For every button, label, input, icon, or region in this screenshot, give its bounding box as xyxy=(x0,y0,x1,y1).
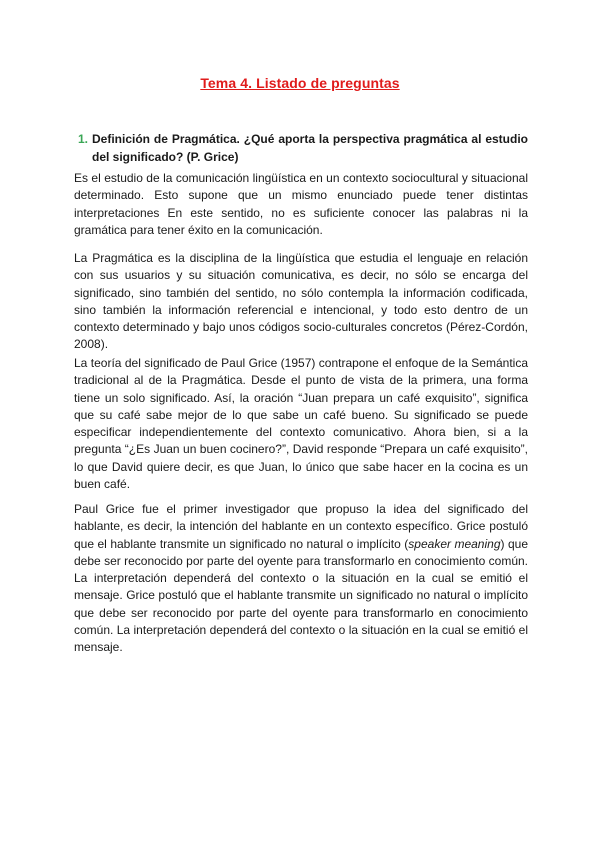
question-text: Definición de Pragmática. ¿Qué aporta la perspectiva pragmática al estudio del significado? (P. Grice) xyxy=(92,132,528,164)
paragraph-text-start: Paul Grice fue el primer investigador que propuso la idea del significado del hablante, es decir, la intención del hablante en un contexto específico. Grice postuló que el hablante transmite un significado no natural o implícito ( xyxy=(74,502,528,551)
paragraph-speaker-meaning xyxy=(74,501,528,657)
paragraph-pragmatics: La Pragmática es la disciplina de la lingüística que estudia el lenguaje en relación con sus usuarios y su situación comunicativa, es decir, no sólo se encarga del significado, sino también del sentido, no sólo contempla la información codificada, sino también la información referencial e intencional, y todo esto dentro de un contexto determinado y bajo unos códigos socio-culturales concretos (Pérez-Cordón, 2008). xyxy=(74,251,528,352)
paragraph-text-end: ) que debe ser reconocido por parte del oyente para transformarlo en conocimiento común. La interpretación dependerá del contexto o la situación en la cual se emitió el mensaje. Grice postuló que el hablante transmite un significado no natural o implícito que debe ser reconocido por parte del oyente para transformarlo en conocimiento común. La interpretación dependerá del contexto o la situación en la cual se emitió el mensaje. xyxy=(74,536,528,655)
page-title: Tema 4. Listado de preguntas xyxy=(200,75,400,91)
paragraph-grice-theory: La teoría del significado de Paul Grice (1957) contrapone el enfoque de la Semántica tradicional al de la Pragmática. Desde el punto de vista de la primera, una forma tiene un solo significado. Así, la oración “Juan prepara un café exquisito”, significa que su café sabe mejor de lo que sabe un café bueno. Su significado se puede especificar independientemente del contexto comunicativo. Ahora bien, si a la pregunta “¿Es Juan un buen cocinero?”, David responde “Prepara un café exquisito”, lo que David quiere decir, es que Juan, lo único que sabe hacer en la cocina es un buen café. xyxy=(74,356,528,492)
paragraph-definition: Es el estudio de la comunicación lingüística en un contexto sociocultural y situacional determinado. Esto supone que un mismo enunciado puede tener distintas interpretaciones En este sentido, no es suficiente conocer las palabras ni la gramática para tener éxito en la comunicación. xyxy=(74,171,528,237)
question-number: 1. xyxy=(78,132,89,146)
question-item xyxy=(78,130,528,166)
speaker-meaning-term: speaker meaning xyxy=(408,536,501,551)
